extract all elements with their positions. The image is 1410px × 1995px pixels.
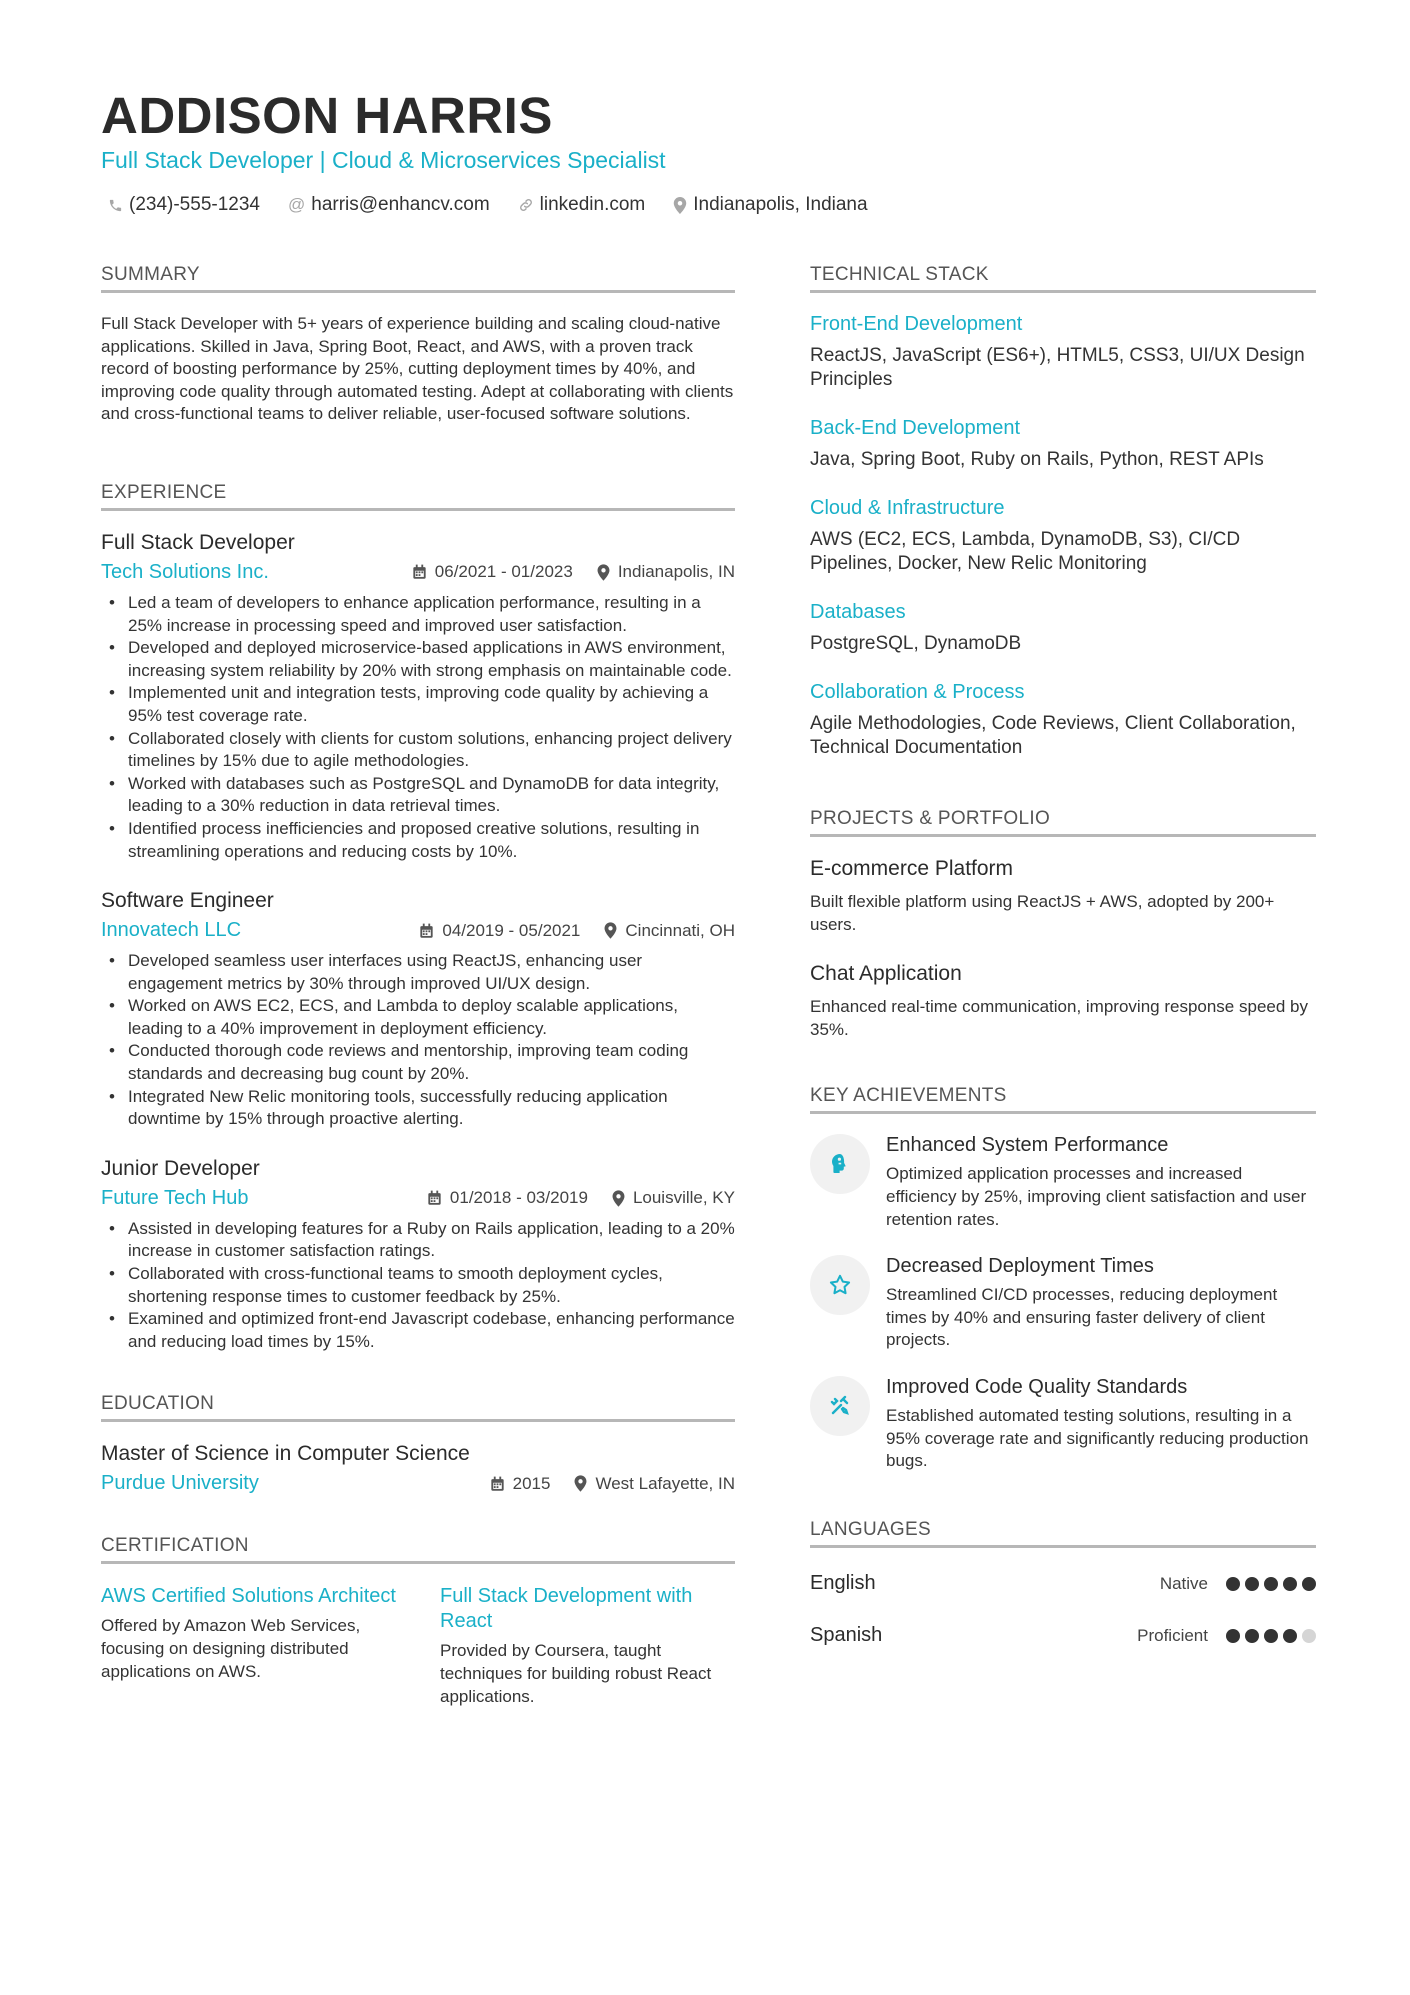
certification-title: Full Stack Development with React: [440, 1585, 693, 1633]
achievement-body: [886, 1134, 1316, 1231]
star-icon: [810, 1255, 870, 1315]
education-section: [101, 1393, 735, 1495]
tools-icon: [810, 1376, 870, 1436]
section-title-education: EDUCATION: [101, 1393, 735, 1422]
rating-dot-filled: [1264, 1577, 1278, 1591]
school: Purdue University: [101, 1472, 259, 1495]
education-year-text: 2015: [512, 1473, 551, 1493]
project-item: [810, 857, 1316, 936]
map-pin-icon: [574, 1475, 587, 1492]
job-title: Junior Developer: [101, 1156, 260, 1180]
project-title: Chat Application: [810, 962, 962, 986]
right-column: [810, 264, 1316, 1652]
section-title-achievements: KEY ACHIEVEMENTS: [810, 1085, 1316, 1114]
job-bullets: [101, 1218, 735, 1354]
language-name: Spanish: [810, 1624, 883, 1647]
certification-item: [440, 1584, 735, 1708]
contact-bar: [108, 194, 896, 216]
job-dates-text: 04/2019 - 05/2021: [442, 920, 581, 940]
achievement-title: Enhanced System Performance: [886, 1134, 1169, 1157]
section-title-certification: CERTIFICATION: [101, 1535, 735, 1564]
rating-dot-filled: [1226, 1629, 1240, 1643]
candidate-name: ADDISON HARRIS: [101, 87, 553, 144]
map-pin-icon: [604, 922, 617, 939]
certification-grid: [101, 1584, 735, 1708]
job-title: Software Engineer: [101, 889, 274, 913]
section-title-summary: SUMMARY: [101, 264, 735, 293]
job-meta: [101, 919, 735, 942]
job-entry: [101, 531, 735, 863]
stack-group: [810, 417, 1316, 472]
map-pin-icon: [612, 1190, 625, 1207]
achievement-title: Decreased Deployment Times: [886, 1255, 1154, 1278]
contact-phone: [108, 194, 260, 216]
stack-group-items: PostgreSQL, DynamoDB: [810, 633, 1022, 654]
stack-group: [810, 497, 1316, 576]
stack-group-items: Java, Spring Boot, Ruby on Rails, Python, REST APIs: [810, 449, 1264, 470]
bullet: • Examined and optimized front-end Javascript codebase, enhancing performance and reducing load times by 15%.: [101, 1308, 735, 1353]
achievement-item: [810, 1376, 1316, 1473]
degree: Master of Science in Computer Science: [101, 1442, 470, 1466]
certification-item: [101, 1584, 396, 1708]
phone-icon: [108, 198, 123, 213]
job-dates-text: 06/2021 - 01/2023: [434, 562, 573, 582]
achievement-item: [810, 1255, 1316, 1352]
map-pin-icon: [673, 197, 687, 214]
calendar-icon: [412, 564, 427, 580]
summary-section: [101, 264, 735, 426]
stack-group-title: Databases: [810, 601, 906, 623]
summary-text: Full Stack Developer with 5+ years of experience building and scaling cloud-native applications. Skilled in Java, Spring Boot, React, and AWS, with a proven track record of boosting performance by 25%, cutting deployment times by 40%, and improving code quality through automated testing. Adept at collaborating with clients and cross-functional teams to deliver reliable, user-focused software solutions.: [101, 314, 734, 424]
rating-dot-empty: [1302, 1629, 1316, 1643]
headline: Full Stack Developer | Cloud & Microservices Specialist: [101, 147, 666, 173]
job-entry: [101, 889, 735, 1131]
project-title: E-commerce Platform: [810, 857, 1014, 880]
stack-group: [810, 313, 1316, 392]
experience-section: [101, 482, 735, 1353]
bullet: • Developed seamless user interfaces using ReactJS, enhancing user engagement metrics by 30% through improved UI/UX design.: [101, 950, 735, 995]
stack-group: [810, 681, 1316, 760]
job-meta: [101, 561, 735, 584]
stack-group-title: Cloud & Infrastructure: [810, 497, 1005, 519]
stack-group-items: AWS (EC2, ECS, Lambda, DynamoDB, S3), CI/CD Pipelines, Docker, New Relic Monitoring: [810, 529, 1241, 574]
calendar-icon: [427, 1190, 442, 1206]
job-location-text: Cincinnati, OH: [625, 920, 735, 940]
rating-dot-filled: [1283, 1629, 1297, 1643]
brain-icon: [810, 1134, 870, 1194]
language-level: Native: [1159, 1573, 1208, 1593]
project-item: [810, 962, 1316, 1041]
section-title-languages: LANGUAGES: [810, 1519, 1316, 1548]
rating-dot-filled: [1245, 1577, 1259, 1591]
language-item: [810, 1568, 1316, 1600]
education-year: [490, 1474, 551, 1494]
rating-dot-filled: [1264, 1629, 1278, 1643]
achievement-body: [886, 1376, 1316, 1473]
job-company: Future Tech Hub: [101, 1186, 249, 1209]
left-column: [101, 264, 735, 1708]
languages-section: [810, 1519, 1316, 1652]
stack-group-items: Agile Methodologies, Code Reviews, Client Collaboration, Technical Documentation: [810, 713, 1296, 758]
job-location-text: Louisville, KY: [632, 1188, 735, 1208]
certification-section: [101, 1535, 735, 1708]
job-bullets: [101, 950, 735, 1131]
job-location-text: Indianapolis, IN: [617, 562, 735, 582]
bullet: • Integrated New Relic monitoring tools, successfully reducing application downtime by 15% through proactive alerting.: [101, 1086, 735, 1131]
stack-group-title: Front-End Development: [810, 313, 1023, 335]
project-desc: Enhanced real-time communication, improving response speed by 35%.: [810, 997, 1308, 1039]
achievements-section: [810, 1085, 1316, 1472]
job-entry: [101, 1157, 735, 1354]
linkedin-text[interactable]: linkedin.com: [539, 194, 646, 215]
tech-stack-section: [810, 264, 1316, 760]
rating-dot-filled: [1245, 1629, 1259, 1643]
section-title-experience: EXPERIENCE: [101, 482, 735, 511]
achievement-title: Improved Code Quality Standards: [886, 1375, 1188, 1398]
language-name: English: [810, 1572, 876, 1595]
job-bullets: [101, 592, 735, 863]
phone-text: (234)-555-1234: [129, 194, 260, 215]
bullet: • Conducted thorough code reviews and mentorship, improving team coding standards and decreasing bug count by 20%.: [101, 1040, 735, 1085]
link-icon: [518, 197, 534, 213]
bullet: • Identified process inefficiencies and proposed creative solutions, resulting in streamlining operations and reducing costs by 10%.: [101, 818, 735, 863]
achievement-desc: Streamlined CI/CD processes, reducing deployment times by 40% and ensuring faster delivery of client projects.: [886, 1285, 1278, 1350]
education-entry: [101, 1442, 735, 1495]
language-rating: [1226, 1629, 1316, 1643]
job-dates-text: 01/2018 - 03/2019: [449, 1188, 588, 1208]
bullet: • Collaborated with cross-functional teams to smooth deployment cycles, shortening response times to customer feedback by 25%.: [101, 1263, 735, 1308]
calendar-icon: [490, 1476, 505, 1492]
job-location: [604, 921, 735, 941]
stack-group: [810, 601, 1316, 656]
rating-dot-filled: [1283, 1577, 1297, 1591]
certification-desc: Provided by Coursera, taught techniques for building robust React applications.: [440, 1641, 712, 1706]
contact-location: [673, 194, 867, 216]
language-level: Proficient: [1137, 1625, 1208, 1645]
certification-title: AWS Certified Solutions Architect: [101, 1585, 396, 1608]
projects-section: [810, 808, 1316, 1041]
achievement-item: [810, 1134, 1316, 1231]
contact-linkedin[interactable]: [518, 194, 646, 216]
bullet: • Collaborated closely with clients for custom solutions, enhancing project delivery timelines by 15% due to agile methodologies.: [101, 728, 735, 773]
stack-group-title: Collaboration & Process: [810, 681, 1025, 703]
education-meta: [101, 1472, 735, 1495]
rating-dot-filled: [1302, 1577, 1316, 1591]
language-item: [810, 1620, 1316, 1652]
job-company: Innovatech LLC: [101, 919, 242, 942]
achievement-desc: Established automated testing solutions, resulting in a 95% coverage rate and significantly reducing production bugs.: [886, 1405, 1309, 1471]
at-icon: @: [287, 195, 306, 214]
project-desc: Built flexible platform using ReactJS + AWS, adopted by 200+ users.: [810, 892, 1275, 934]
section-title-projects: PROJECTS & PORTFOLIO: [810, 808, 1316, 837]
language-rating: [1226, 1577, 1316, 1591]
job-dates: [419, 921, 580, 941]
contact-email[interactable]: [288, 194, 490, 216]
bullet: • Assisted in developing features for a Ruby on Rails application, leading to a 20% increase in customer satisfaction ratings.: [101, 1218, 735, 1263]
education-location-text: West Lafayette, IN: [595, 1473, 735, 1493]
achievement-body: [886, 1255, 1316, 1352]
job-meta: [101, 1187, 735, 1210]
calendar-icon: [419, 923, 434, 939]
education-location: [574, 1474, 735, 1494]
bullet: • Led a team of developers to enhance application performance, resulting in a 25% increase in processing speed and improved user satisfaction.: [101, 592, 735, 637]
location-text: Indianapolis, Indiana: [693, 194, 868, 215]
email-text[interactable]: harris@enhancv.com: [311, 194, 490, 215]
rating-dot-filled: [1226, 1577, 1240, 1591]
bullet: • Implemented unit and integration tests, improving code quality by achieving a 95% test coverage rate.: [101, 682, 735, 727]
section-title-tech-stack: TECHNICAL STACK: [810, 264, 1316, 293]
bullet: • Worked with databases such as PostgreSQL and DynamoDB for data integrity, leading to a 30% reduction in data retrieval times.: [101, 773, 735, 818]
job-dates: [427, 1188, 588, 1208]
job-company: Tech Solutions Inc.: [101, 560, 269, 583]
map-pin-icon: [597, 564, 610, 581]
job-location: [612, 1188, 735, 1208]
stack-group-items: ReactJS, JavaScript (ES6+), HTML5, CSS3, UI/UX Design Principles: [810, 345, 1305, 390]
job-location: [597, 562, 735, 582]
stack-group-title: Back-End Development: [810, 417, 1021, 439]
job-title: Full Stack Developer: [101, 530, 295, 554]
achievement-desc: Optimized application processes and increased efficiency by 25%, improving client satisfaction and user retention rates.: [886, 1164, 1307, 1229]
bullet: • Worked on AWS EC2, ECS, and Lambda to deploy scalable applications, leading to a 40% improvement in deployment efficiency.: [101, 995, 735, 1040]
job-dates: [412, 562, 573, 582]
certification-desc: Offered by Amazon Web Services, focusing on designing distributed applications on AWS.: [101, 1616, 361, 1681]
bullet: • Developed and deployed microservice-based applications in AWS environment, increasing system reliability by 20% with strong emphasis on maintainable code.: [101, 637, 735, 682]
